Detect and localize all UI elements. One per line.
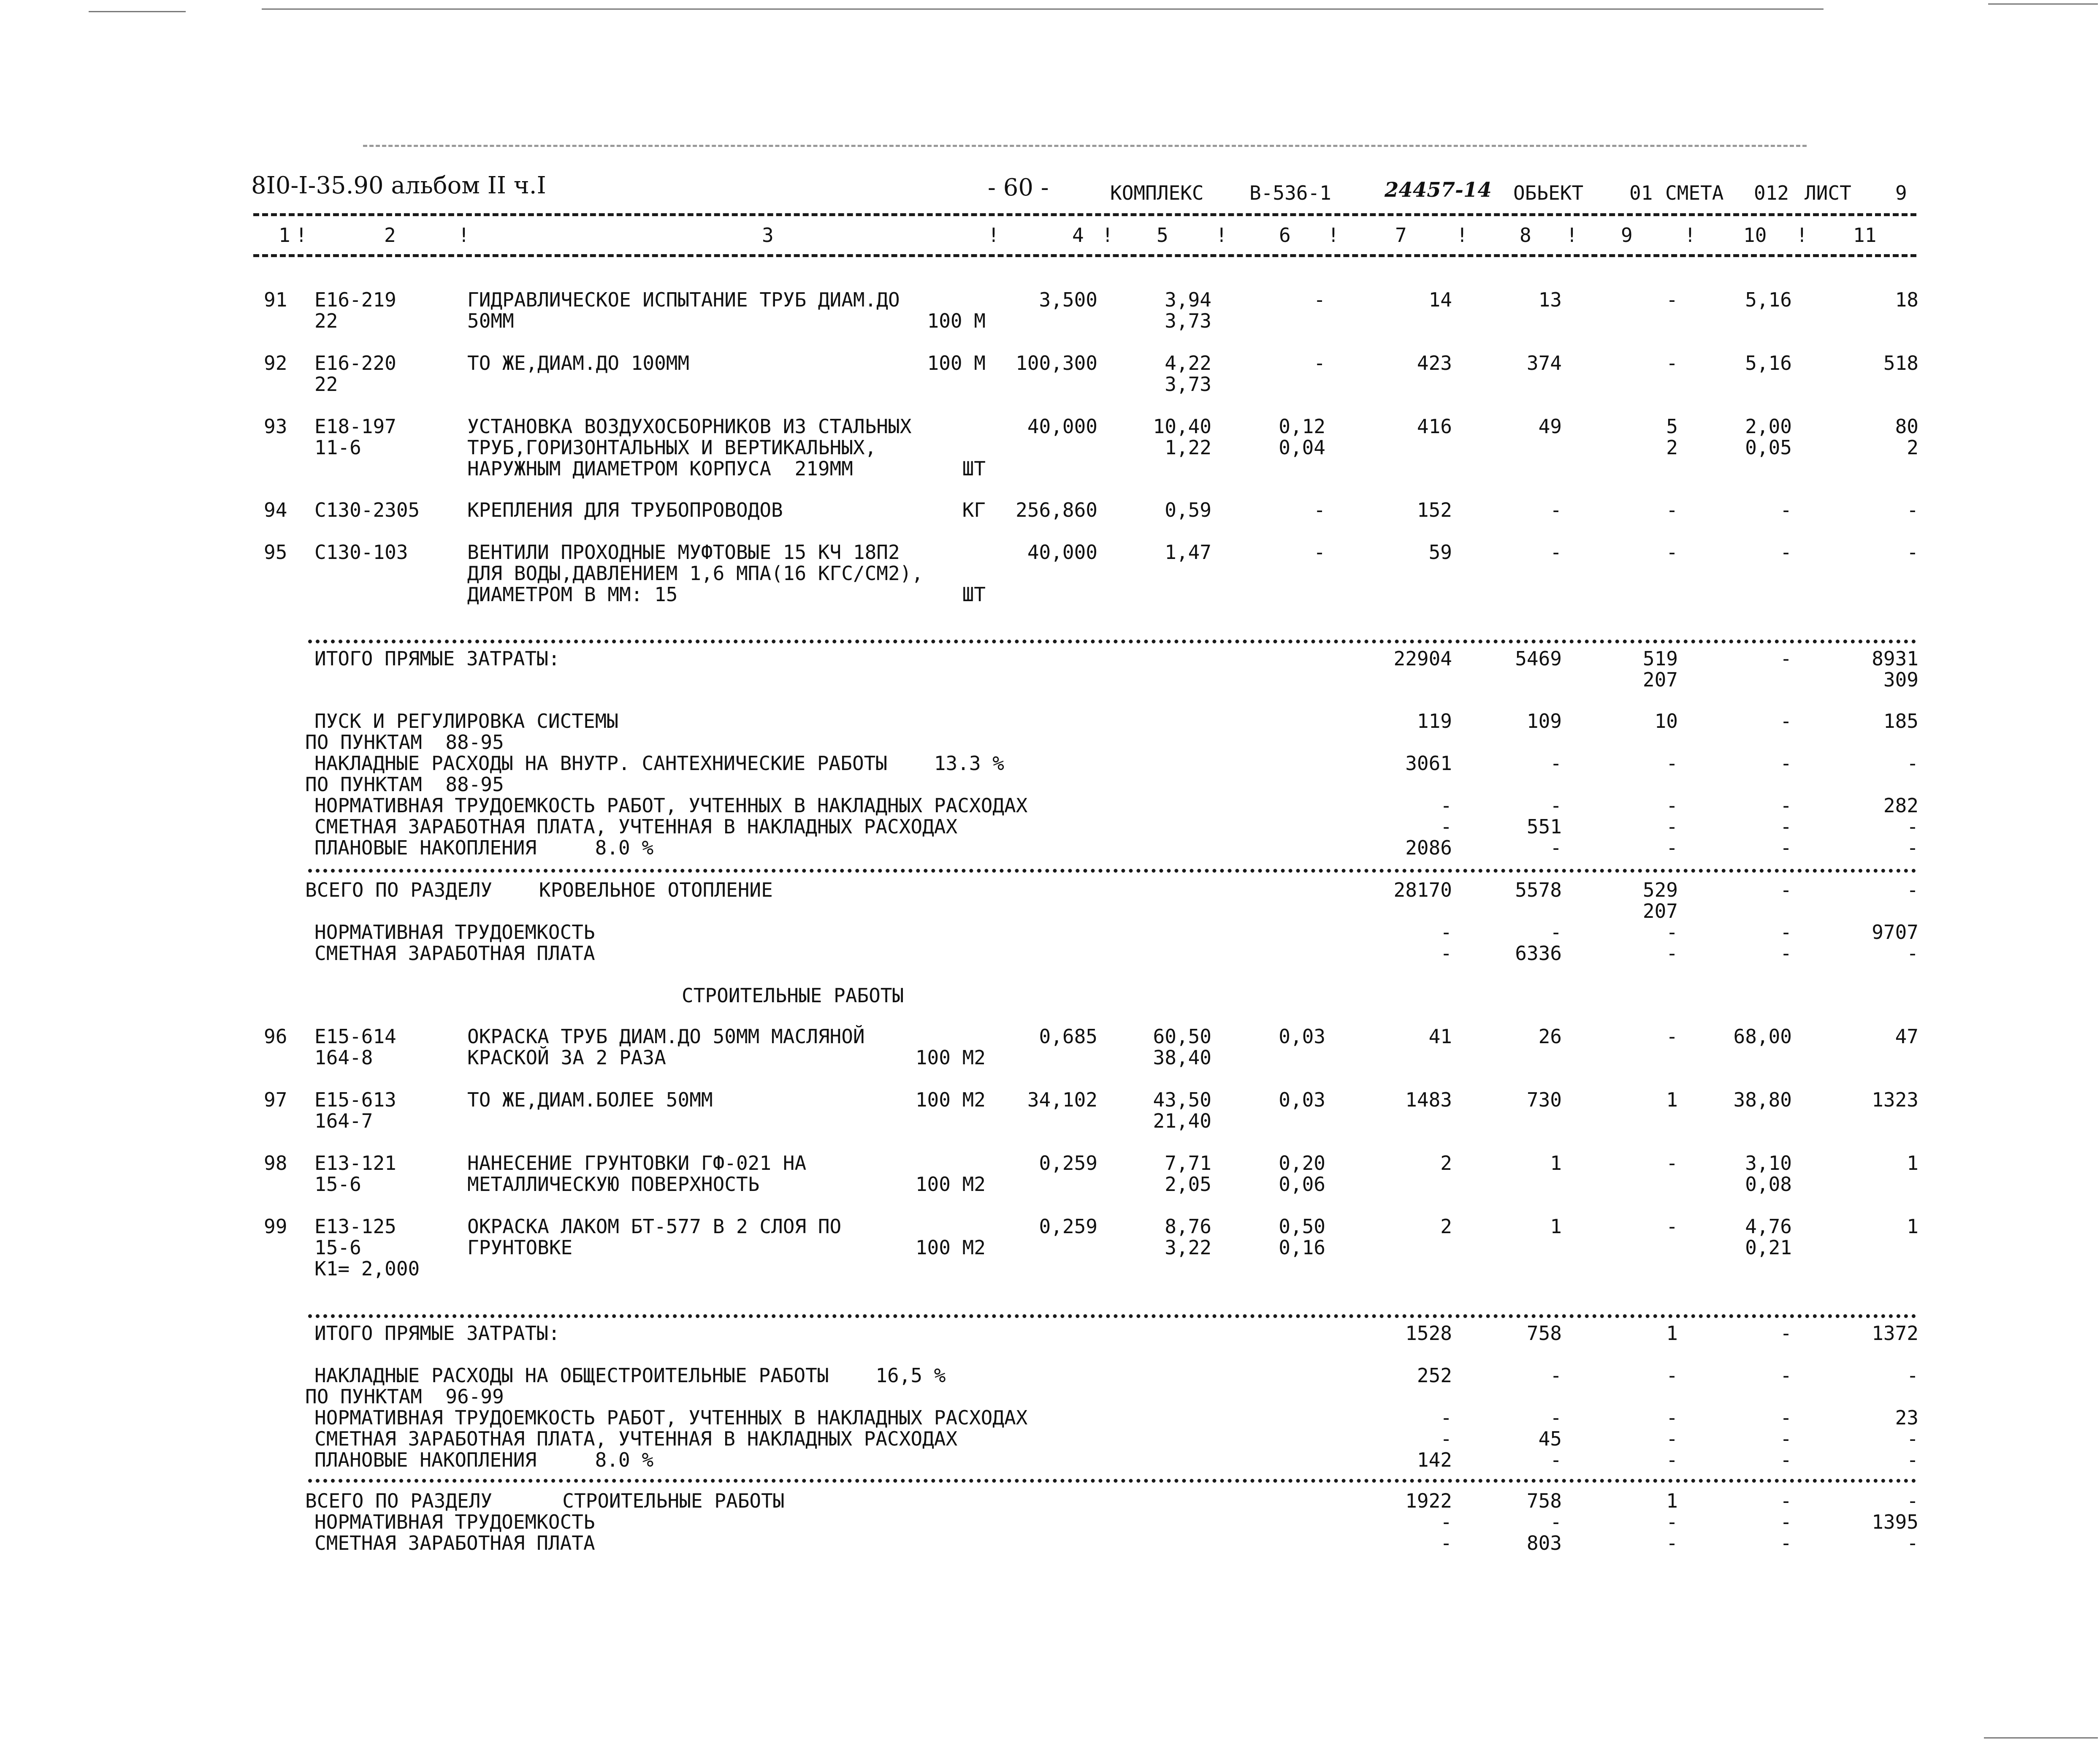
item-labor-norm-sub: 0,08 [1745,1173,1792,1196]
item-number: 96 [264,1025,287,1048]
norm-overhead-label: НОРМАТИВНАЯ ТРУДОЕМКОСТЬ РАБОТ, УЧТЕННЫХ В НАКЛАДНЫХ РАСХОДАХ [314,1406,1028,1429]
estimated-wage-col9: - [1666,942,1678,965]
item-description: ОКРАСКА ЛАКОМ БТ-577 В 2 СЛОЯ ПО [467,1215,842,1238]
item-code: Е16-220 [314,352,396,374]
item-total-machine: - [1666,1215,1678,1238]
item-labor-total: 1 [1907,1215,1918,1238]
dotted-rule [308,1314,1916,1318]
norm-overhead-col11: 282 [1883,794,1918,817]
estimated-wage-col10: - [1780,942,1792,965]
item-total-machine: - [1666,352,1678,374]
item-number: 93 [264,415,287,438]
item-number: 95 [264,541,287,564]
item-total-wage: 49 [1538,415,1562,438]
item-labor-norm: 68,00 [1733,1025,1792,1048]
section-total-col11: - [1907,1489,1918,1512]
item-description: ОКРАСКА ТРУБ ДИАМ.ДО 50ММ МАСЛЯНОЙ [467,1025,865,1048]
item-code: С130-103 [314,541,408,564]
header-rule [253,213,1916,216]
norm-overhead-col7: - [1440,1406,1452,1429]
item-description: ТРУБ,ГОРИЗОНТАЛЬНЫХ И ВЕРТИКАЛЬНЫХ, [467,436,877,459]
dotted-rule [308,640,1916,643]
estimated-wage-col8: 803 [1526,1532,1562,1554]
norm-overhead-label: НОРМАТИВНАЯ ТРУДОЕМКОСТЬ РАБОТ, УЧТЕННЫХ В НАКЛАДНЫХ РАСХОДАХ [314,794,1028,817]
item-unit: 100 М2 [915,1046,986,1069]
column-separator: ! [1796,224,1808,247]
item-machine-cost: - [1314,288,1325,311]
direct-costs-col9: 519 [1642,647,1678,670]
launch-adjust-col10: - [1780,710,1792,732]
overhead-col10: - [1780,1364,1792,1387]
item-description: 50ММ [467,309,514,332]
labor-norm-col9: - [1666,1511,1678,1533]
norm-overhead-col11: 23 [1895,1406,1918,1429]
labor-norm-col10: - [1780,921,1792,944]
column-number: 6 [1279,224,1291,247]
item-labor-total: 1323 [1872,1088,1918,1111]
item-total-machine: - [1666,541,1678,564]
section-total-col11: - [1907,879,1918,901]
estimated-wage-col7: - [1440,942,1452,965]
labor-norm-col9: - [1666,921,1678,944]
item-description: ТО ЖЕ,ДИАМ.ДО 100ММ [467,352,690,374]
column-separator: ! [1684,224,1696,247]
item-description: КРАСКОЙ ЗА 2 РАЗА [467,1046,666,1069]
column-number: 10 [1743,224,1767,247]
item-total-machine-wage: 2 [1666,436,1678,459]
wage-overhead-label: СМЕТНАЯ ЗАРАБОТНАЯ ПЛАТА, УЧТЕННАЯ В НАКЛАДНЫХ РАСХОДАХ [314,815,958,838]
scan-edge-line [1988,3,2098,5]
item-code-sub: 22 [314,373,338,396]
estimate-label: СМЕТА [1665,182,1724,204]
item-machine-cost: 0,03 [1279,1025,1325,1048]
item-code: Е15-614 [314,1025,396,1048]
direct-costs-label: ИТОГО ПРЯМЫЕ ЗАТРАТЫ: [314,647,560,670]
item-labor-total: 18 [1895,288,1918,311]
page-number: - 60 - [988,174,1049,201]
item-labor-norm: - [1780,541,1792,564]
item-labor-norm: 4,76 [1745,1215,1792,1238]
item-total-machine: - [1666,1025,1678,1048]
launch-adjust-col9: 10 [1654,710,1678,732]
item-total-wage: - [1550,499,1562,521]
overhead-label: НАКЛАДНЫЕ РАСХОДЫ НА ВНУТР. САНТЕХНИЧЕСКИЕ РАБОТЫ 13.3 % [314,752,1004,775]
item-labor-total: - [1907,499,1918,521]
section-total-col8: 5578 [1515,879,1562,901]
item-unit-price: 4,22 [1165,352,1211,374]
estimated-wage-col8: 6336 [1515,942,1562,965]
item-labor-norm-sub: 0,05 [1745,436,1792,459]
labor-norm-col11: 9707 [1872,921,1918,944]
column-separator: ! [295,224,307,247]
planned-savings-col10: - [1780,1448,1792,1471]
scan-edge-line [262,8,1824,10]
item-unit-price: 0,59 [1165,499,1211,521]
norm-overhead-col10: - [1780,1406,1792,1429]
item-labor-norm: 5,16 [1745,288,1792,311]
item-quantity: 34,102 [1027,1088,1097,1111]
launch-adjust-col7: 119 [1417,710,1452,732]
item-labor-total: 47 [1895,1025,1918,1048]
column-separator: ! [1102,224,1114,247]
item-unit-price: 8,76 [1165,1215,1211,1238]
item-labor-total: - [1907,541,1918,564]
wage-overhead-col9: - [1666,815,1678,838]
labor-norm-col10: - [1780,1511,1792,1533]
dotted-rule [308,869,1916,873]
item-unit: 100 М [927,309,986,332]
estimated-wage-col11: - [1907,1532,1918,1554]
item-labor-total: 80 [1895,415,1918,438]
column-number: 11 [1853,224,1877,247]
item-unit-price: 3,94 [1165,288,1211,311]
direct-costs-col10: - [1780,1322,1792,1345]
overhead-col8: - [1550,1364,1562,1387]
item-coefficient: К1= 2,000 [314,1257,420,1280]
item-description: НАНЕСЕНИЕ ГРУНТОВКИ ГФ-021 НА [467,1152,807,1174]
item-unit-price: 7,71 [1165,1152,1211,1174]
item-labor-norm: 5,16 [1745,352,1792,374]
direct-costs-col11: 1372 [1872,1322,1918,1345]
item-machine-cost: 0,03 [1279,1088,1325,1111]
item-unit-wage: 38,40 [1153,1046,1211,1069]
complex-label: КОМПЛЕКС [1110,182,1204,204]
item-total-machine: - [1666,499,1678,521]
scan-artifact-line [363,145,1807,147]
item-total-wage: 26 [1538,1025,1562,1048]
item-unit: 100 М2 [915,1236,986,1259]
estimate-value: 012 [1754,182,1789,204]
item-total-wage: - [1550,541,1562,564]
item-total-machine: 1 [1666,1088,1678,1111]
item-total-cost: 41 [1428,1025,1452,1048]
item-total-cost: 14 [1428,288,1452,311]
item-quantity: 40,000 [1027,541,1097,564]
overhead-label: НАКЛАДНЫЕ РАСХОДЫ НА ОБЩЕСТРОИТЕЛЬНЫЕ РАБОТЫ 16,5 % [314,1364,946,1387]
wage-overhead-col11: - [1907,815,1918,838]
direct-costs-col9: 1 [1666,1322,1678,1345]
item-number: 99 [264,1215,287,1238]
sheet-label: ЛИСТ [1805,182,1851,204]
item-code: Е15-613 [314,1088,396,1111]
item-quantity: 0,259 [1039,1152,1097,1174]
labor-norm-col11: 1395 [1872,1511,1918,1533]
column-separator: ! [988,224,1000,247]
item-code: Е16-219 [314,288,396,311]
norm-overhead-col7: - [1440,794,1452,817]
norm-overhead-col9: - [1666,1406,1678,1429]
planned-savings-col10: - [1780,836,1792,859]
item-number: 94 [264,499,287,521]
direct-costs-col10: - [1780,647,1792,670]
item-unit-wage: 2,05 [1165,1173,1211,1196]
item-labor-total-sub: 2 [1907,436,1918,459]
planned-savings-col8: - [1550,1448,1562,1471]
item-unit: ШТ [962,457,986,480]
item-description: УСТАНОВКА ВОЗДУХОСБОРНИКОВ ИЗ СТАЛЬНЫХ [467,415,912,438]
item-labor-total: 518 [1883,352,1918,374]
section-total-label: ВСЕГО ПО РАЗДЕЛУ СТРОИТЕЛЬНЫЕ РАБОТЫ [305,1489,785,1512]
column-separator: ! [1328,224,1339,247]
planned-savings-label: ПЛАНОВЫЕ НАКОПЛЕНИЯ 8.0 % [314,1448,654,1471]
item-total-wage: 374 [1526,352,1562,374]
item-machine-wage: 0,04 [1279,436,1325,459]
item-unit-wage: 1,22 [1165,436,1211,459]
item-description: ГРУНТОВКЕ [467,1236,573,1259]
launch-adjust-col11: 185 [1883,710,1918,732]
item-total-wage: 730 [1526,1088,1562,1111]
norm-overhead-col8: - [1550,794,1562,817]
item-quantity: 256,860 [1016,499,1097,521]
item-code: Е13-121 [314,1152,396,1174]
overhead-points: ПО ПУНКТАМ 96-99 [305,1385,504,1408]
estimated-wage-col11: - [1907,942,1918,965]
overhead-col7: 3061 [1405,752,1452,775]
item-unit-price: 60,50 [1153,1025,1211,1048]
item-total-cost: 59 [1428,541,1452,564]
item-labor-norm: 2,00 [1745,415,1792,438]
section-total-col9: 529 [1642,879,1678,901]
item-unit: ШТ [962,583,986,606]
item-unit-wage: 3,22 [1165,1236,1211,1259]
norm-overhead-col8: - [1550,1406,1562,1429]
object-label: ОБЬЕКТ [1513,182,1584,204]
item-unit: 100 М2 [915,1173,986,1196]
item-unit: 100 М2 [915,1088,986,1111]
planned-savings-col7: 142 [1417,1448,1452,1471]
item-quantity: 0,259 [1039,1215,1097,1238]
item-unit-wage: 3,73 [1165,373,1211,396]
item-description: КРЕПЛЕНИЯ ДЛЯ ТРУБОПРОВОДОВ [467,499,783,521]
item-machine-cost: - [1314,499,1325,521]
overhead-col7: 252 [1417,1364,1452,1387]
item-machine-wage: 0,16 [1279,1236,1325,1259]
section-total-col8: 758 [1526,1489,1562,1512]
overhead-points: ПО ПУНКТАМ 88-95 [305,773,504,796]
section-total-col9: 1 [1666,1489,1678,1512]
item-total-cost: 423 [1417,352,1452,374]
item-quantity: 40,000 [1027,415,1097,438]
item-total-machine: 5 [1666,415,1678,438]
item-labor-norm-sub: 0,21 [1745,1236,1792,1259]
item-machine-wage: 0,06 [1279,1173,1325,1196]
item-machine-cost: 0,12 [1279,415,1325,438]
header-rule [253,254,1916,257]
item-quantity: 0,685 [1039,1025,1097,1048]
section-total-col9-sub: 207 [1642,900,1678,922]
estimated-wage-col10: - [1780,1532,1792,1554]
item-description: МЕТАЛЛИЧЕСКУЮ ПОВЕРХНОСТЬ [467,1173,760,1196]
wage-overhead-col11: - [1907,1427,1918,1450]
item-unit-price: 43,50 [1153,1088,1211,1111]
item-machine-cost: - [1314,352,1325,374]
item-quantity: 3,500 [1039,288,1097,311]
column-separator: ! [1216,224,1227,247]
item-total-wage: 1 [1550,1152,1562,1174]
item-unit-price: 1,47 [1165,541,1211,564]
complex-value: В-536-1 [1249,182,1331,204]
item-quantity: 100,300 [1016,352,1097,374]
item-description: НАРУЖНЫМ ДИАМЕТРОМ КОРПУСА 219ММ [467,457,853,480]
wage-overhead-col10: - [1780,1427,1792,1450]
item-total-cost: 2 [1440,1215,1452,1238]
direct-costs-col8: 5469 [1515,647,1562,670]
item-code-sub: 11-6 [314,436,361,459]
item-total-cost: 416 [1417,415,1452,438]
item-total-cost: 2 [1440,1152,1452,1174]
overhead-col11: - [1907,1364,1918,1387]
overhead-col8: - [1550,752,1562,775]
column-number: 5 [1157,224,1168,247]
item-code-sub: 15-6 [314,1236,361,1259]
column-separator: ! [458,224,470,247]
item-code-sub: 164-7 [314,1109,373,1132]
item-unit-wage: 3,73 [1165,309,1211,332]
item-description: ДЛЯ ВОДЫ,ДАВЛЕНИЕМ 1,6 МПА(16 КГС/СМ2), [467,562,924,585]
wage-overhead-col9: - [1666,1427,1678,1450]
item-code-sub: 22 [314,309,338,332]
norm-overhead-col10: - [1780,794,1792,817]
item-number: 98 [264,1152,287,1174]
wage-overhead-col8: 551 [1526,815,1562,838]
direct-costs-col7: 1528 [1405,1322,1452,1345]
item-total-machine: - [1666,1152,1678,1174]
planned-savings-col11: - [1907,836,1918,859]
item-description: ВЕНТИЛИ ПРОХОДНЫЕ МУФТОВЫЕ 15 КЧ 18П2 [467,541,900,564]
section-total-label: ВСЕГО ПО РАЗДЕЛУ КРОВЕЛЬНОЕ ОТОПЛЕНИЕ [305,879,773,901]
item-machine-cost: 0,20 [1279,1152,1325,1174]
column-number: 1 [279,224,290,247]
item-unit: 100 М [927,352,986,374]
wage-overhead-col7: - [1440,1427,1452,1450]
direct-costs-label: ИТОГО ПРЯМЫЕ ЗАТРАТЫ: [314,1322,560,1345]
column-number: 8 [1520,224,1531,247]
labor-norm-col7: - [1440,921,1452,944]
item-code: С130-2305 [314,499,420,521]
scan-edge-line [1984,1737,2098,1739]
column-number: 4 [1072,224,1084,247]
direct-costs-col11: 8931 [1872,647,1918,670]
item-total-cost: 152 [1417,499,1452,521]
section-total-col7: 1922 [1405,1489,1452,1512]
item-unit-wage: 21,40 [1153,1109,1211,1132]
item-description: ТО ЖЕ,ДИАМ.БОЛЕЕ 50ММ [467,1088,713,1111]
scan-edge-line [89,11,186,12]
item-unit: КГ [962,499,986,521]
item-total-cost: 1483 [1405,1088,1452,1111]
direct-costs-col8: 758 [1526,1322,1562,1345]
item-code: Е18-197 [314,415,396,438]
dotted-rule [308,1479,1916,1483]
column-number: 7 [1395,224,1407,247]
item-labor-norm: 3,10 [1745,1152,1792,1174]
labor-norm-label: НОРМАТИВНАЯ ТРУДОЕМКОСТЬ [314,1511,595,1533]
overhead-col10: - [1780,752,1792,775]
section-total-col10: - [1780,1489,1792,1512]
item-labor-norm: - [1780,499,1792,521]
norm-overhead-col9: - [1666,794,1678,817]
item-description: ГИДРАВЛИЧЕСКОЕ ИСПЫТАНИЕ ТРУБ ДИАМ.ДО [467,288,900,311]
labor-norm-label: НОРМАТИВНАЯ ТРУДОЕМКОСТЬ [314,921,595,944]
item-labor-norm: 38,80 [1733,1088,1792,1111]
column-separator: ! [1456,224,1468,247]
item-number: 97 [264,1088,287,1111]
labor-norm-col8: - [1550,1511,1562,1533]
item-total-machine: - [1666,288,1678,311]
column-separator: ! [1566,224,1578,247]
item-number: 92 [264,352,287,374]
document-code: 8I0-I-35.90 альбом II ч.I [251,172,546,199]
launch-adjust-col8: 109 [1526,710,1562,732]
estimated-wage-label: СМЕТНАЯ ЗАРАБОТНАЯ ПЛАТА [314,1532,595,1554]
handwritten-number: 24457-14 [1385,178,1492,202]
section-title: СТРОИТЕЛЬНЫЕ РАБОТЫ [682,984,904,1007]
item-code: Е13-125 [314,1215,396,1238]
direct-costs-col11-sub: 309 [1883,668,1918,691]
item-code-sub: 15-6 [314,1173,361,1196]
planned-savings-col9: - [1666,836,1678,859]
wage-overhead-col10: - [1780,815,1792,838]
planned-savings-label: ПЛАНОВЫЕ НАКОПЛЕНИЯ 8.0 % [314,836,654,859]
direct-costs-col7: 22904 [1393,647,1452,670]
estimated-wage-col9: - [1666,1532,1678,1554]
item-total-wage: 1 [1550,1215,1562,1238]
wage-overhead-col7: - [1440,815,1452,838]
launch-adjust-label: ПУСК И РЕГУЛИРОВКА СИСТЕМЫ [314,710,619,732]
section-total-col10: - [1780,879,1792,901]
object-value: 01 [1629,182,1653,204]
wage-overhead-col8: 45 [1538,1427,1562,1450]
sheet-value: 9 [1895,182,1907,204]
direct-costs-col9-sub: 207 [1642,668,1678,691]
column-number: 2 [384,224,396,247]
labor-norm-col7: - [1440,1511,1452,1533]
planned-savings-col8: - [1550,836,1562,859]
item-labor-total: 1 [1907,1152,1918,1174]
column-number: 3 [762,224,774,247]
item-total-wage: 13 [1538,288,1562,311]
estimated-wage-col7: - [1440,1532,1452,1554]
planned-savings-col9: - [1666,1448,1678,1471]
launch-points: ПО ПУНКТАМ 88-95 [305,731,504,754]
overhead-col11: - [1907,752,1918,775]
overhead-col9: - [1666,1364,1678,1387]
item-machine-cost: 0,50 [1279,1215,1325,1238]
labor-norm-col8: - [1550,921,1562,944]
column-number: 9 [1621,224,1633,247]
item-description: ДИАМЕТРОМ В ММ: 15 [467,583,678,606]
wage-overhead-label: СМЕТНАЯ ЗАРАБОТНАЯ ПЛАТА, УЧТЕННАЯ В НАКЛАДНЫХ РАСХОДАХ [314,1427,958,1450]
item-code-sub: 164-8 [314,1046,373,1069]
item-number: 91 [264,288,287,311]
item-unit-price: 10,40 [1153,415,1211,438]
section-total-col7: 28170 [1393,879,1452,901]
item-machine-cost: - [1314,541,1325,564]
estimated-wage-label: СМЕТНАЯ ЗАРАБОТНАЯ ПЛАТА [314,942,595,965]
planned-savings-col11: - [1907,1448,1918,1471]
planned-savings-col7: 2086 [1405,836,1452,859]
overhead-col9: - [1666,752,1678,775]
